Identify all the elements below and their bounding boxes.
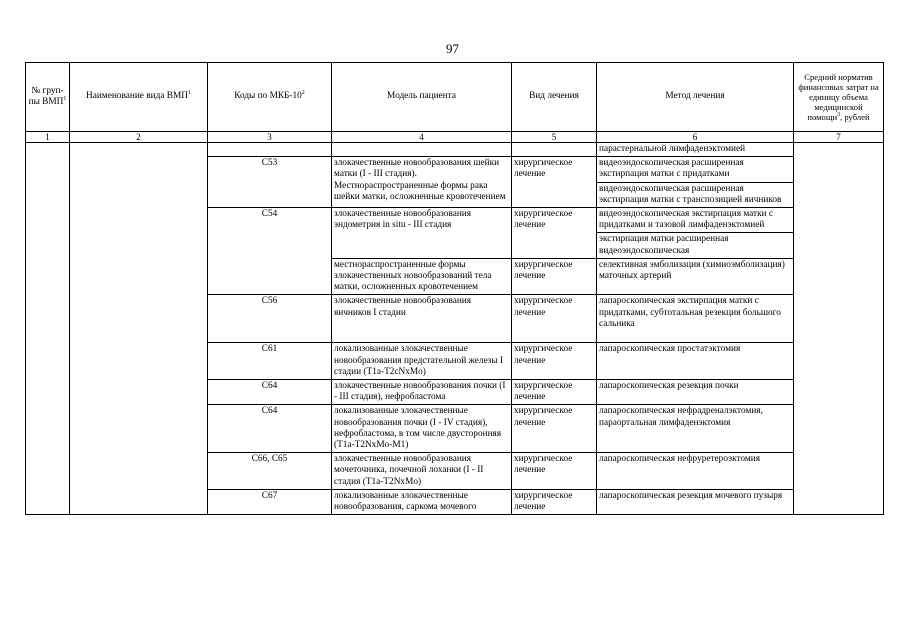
column-number: 4 <box>332 132 512 143</box>
header-row <box>26 63 884 132</box>
treatment-type-cell: хирургическое лечение <box>512 258 597 295</box>
patient-model-cell: местнораспространенные формы злокачественных новообразований тела матки, осложненных кровотечением <box>332 258 512 295</box>
patient-model-cell: локализованные злокачественные новообразования предстательной железы I стадии (T1a-T2cNxMo) <box>332 343 512 380</box>
column-number: 2 <box>70 132 208 143</box>
column-number: 1 <box>26 132 70 143</box>
icd-code-cell: C61 <box>208 343 332 380</box>
page-number: 97 <box>446 41 459 56</box>
treatment-type-cell: хирургическое лечение <box>512 208 597 259</box>
header-treatment-type: Вид лечения <box>512 63 597 132</box>
patient-model-cell: злокачественные новообразования шейки матки (I - III стадия). Местнораспространенные формы рака шейки матки, осложненные кровотечением <box>332 157 512 208</box>
icd-code-cell <box>208 143 332 157</box>
patient-model-cell: злокачественные новообразования мочеточника, почечной лоханки (I - II стадия (T1a-T2NxMo) <box>332 453 512 490</box>
treatment-method-cell: лапароскопическая экстирпация матки с придатками, субтотальная резекция большого сальника <box>597 295 794 343</box>
treatment-type-cell: хирургическое лечение <box>512 489 597 514</box>
column-number: 6 <box>597 132 794 143</box>
group-number-cell <box>26 143 70 515</box>
treatment-method-cell: парастернальной лимфаденэктомией <box>597 143 794 157</box>
treatment-method-cell: видеоэндоскопическая расширенная экстирпация матки с транспозицией яичников <box>597 182 794 207</box>
vmp-table <box>25 62 884 515</box>
header-patient-model: Модель пациента <box>332 63 512 132</box>
header-vmp-name: Наименование вида ВМП$^1$ <box>70 63 208 132</box>
column-number: 3 <box>208 132 332 143</box>
treatment-method-cell: лапароскопическая резекция почки <box>597 380 794 405</box>
icd-code-cell: C64 <box>208 405 332 453</box>
vmp-name-cell <box>70 143 208 515</box>
treatment-method-cell: селективная эмболизация (химиоэмболизация) маточных артерий <box>597 258 794 295</box>
treatment-type-cell: хирургическое лечение <box>512 343 597 380</box>
treatment-method-cell: лапароскопическая простатэктомия <box>597 343 794 380</box>
treatment-type-cell: хирургическое лечение <box>512 157 597 208</box>
patient-model-cell: локализованные злокачественные новообразования почки (I - IV стадия), нефробластома, в том числе двусторонняя (T1a-T2NxMo-M1) <box>332 405 512 453</box>
treatment-method-cell: видеоэндоскопическая экстирпация матки с придатками и тазовой лимфаденэктомией <box>597 208 794 233</box>
icd-code-cell: C54 <box>208 208 332 295</box>
treatment-method-cell: видеоэндоскопическая расширенная экстирпация матки с придатками <box>597 157 794 182</box>
patient-model-cell: злокачественные новообразования яичников I стадии <box>332 295 512 343</box>
treatment-method-cell: лапароскопическая нефруретероэктомия <box>597 453 794 490</box>
financial-norm-cell <box>794 143 884 515</box>
header-icd-codes: Коды по МКБ-$10^2$ <box>208 63 332 132</box>
icd-code-cell: C64 <box>208 380 332 405</box>
treatment-type-cell: хирургическое лечение <box>512 295 597 343</box>
treatment-type-cell: хирургическое лечение <box>512 453 597 490</box>
header-financial-norm: Средний норматив финансовых затрат на единицу объема медицинской помощи$^3$, рублей <box>794 63 884 132</box>
column-number: 7 <box>794 132 884 143</box>
column-number-row <box>26 132 884 143</box>
treatment-type-cell <box>512 143 597 157</box>
treatment-type-cell: хирургическое лечение <box>512 380 597 405</box>
treatment-method-cell: экстирпация матки расширенная видеоэндоскопическая <box>597 233 794 258</box>
header-group-number: № груп-пы ВМП$^1$ <box>26 63 70 132</box>
patient-model-cell: локализованные злокачественные новообразования, саркома мочевого <box>332 489 512 514</box>
header-treatment-method: Метод лечения <box>597 63 794 132</box>
table-row <box>26 143 884 157</box>
icd-code-cell: C56 <box>208 295 332 343</box>
patient-model-cell <box>332 143 512 157</box>
icd-code-cell: C67 <box>208 489 332 514</box>
patient-model-cell: злокачественные новообразования эндометрия in situ - III стадия <box>332 208 512 259</box>
patient-model-cell: злокачественные новообразования почки (I - III стадия), нефробластома <box>332 380 512 405</box>
icd-code-cell: C53 <box>208 157 332 208</box>
treatment-type-cell: хирургическое лечение <box>512 405 597 453</box>
column-number: 5 <box>512 132 597 143</box>
icd-code-cell: C66, C65 <box>208 453 332 490</box>
treatment-method-cell: лапароскопическая резекция мочевого пузыря <box>597 489 794 514</box>
treatment-method-cell: лапароскопическая нефрадреналэктомия, параортальная лимфаденэктомия <box>597 405 794 453</box>
